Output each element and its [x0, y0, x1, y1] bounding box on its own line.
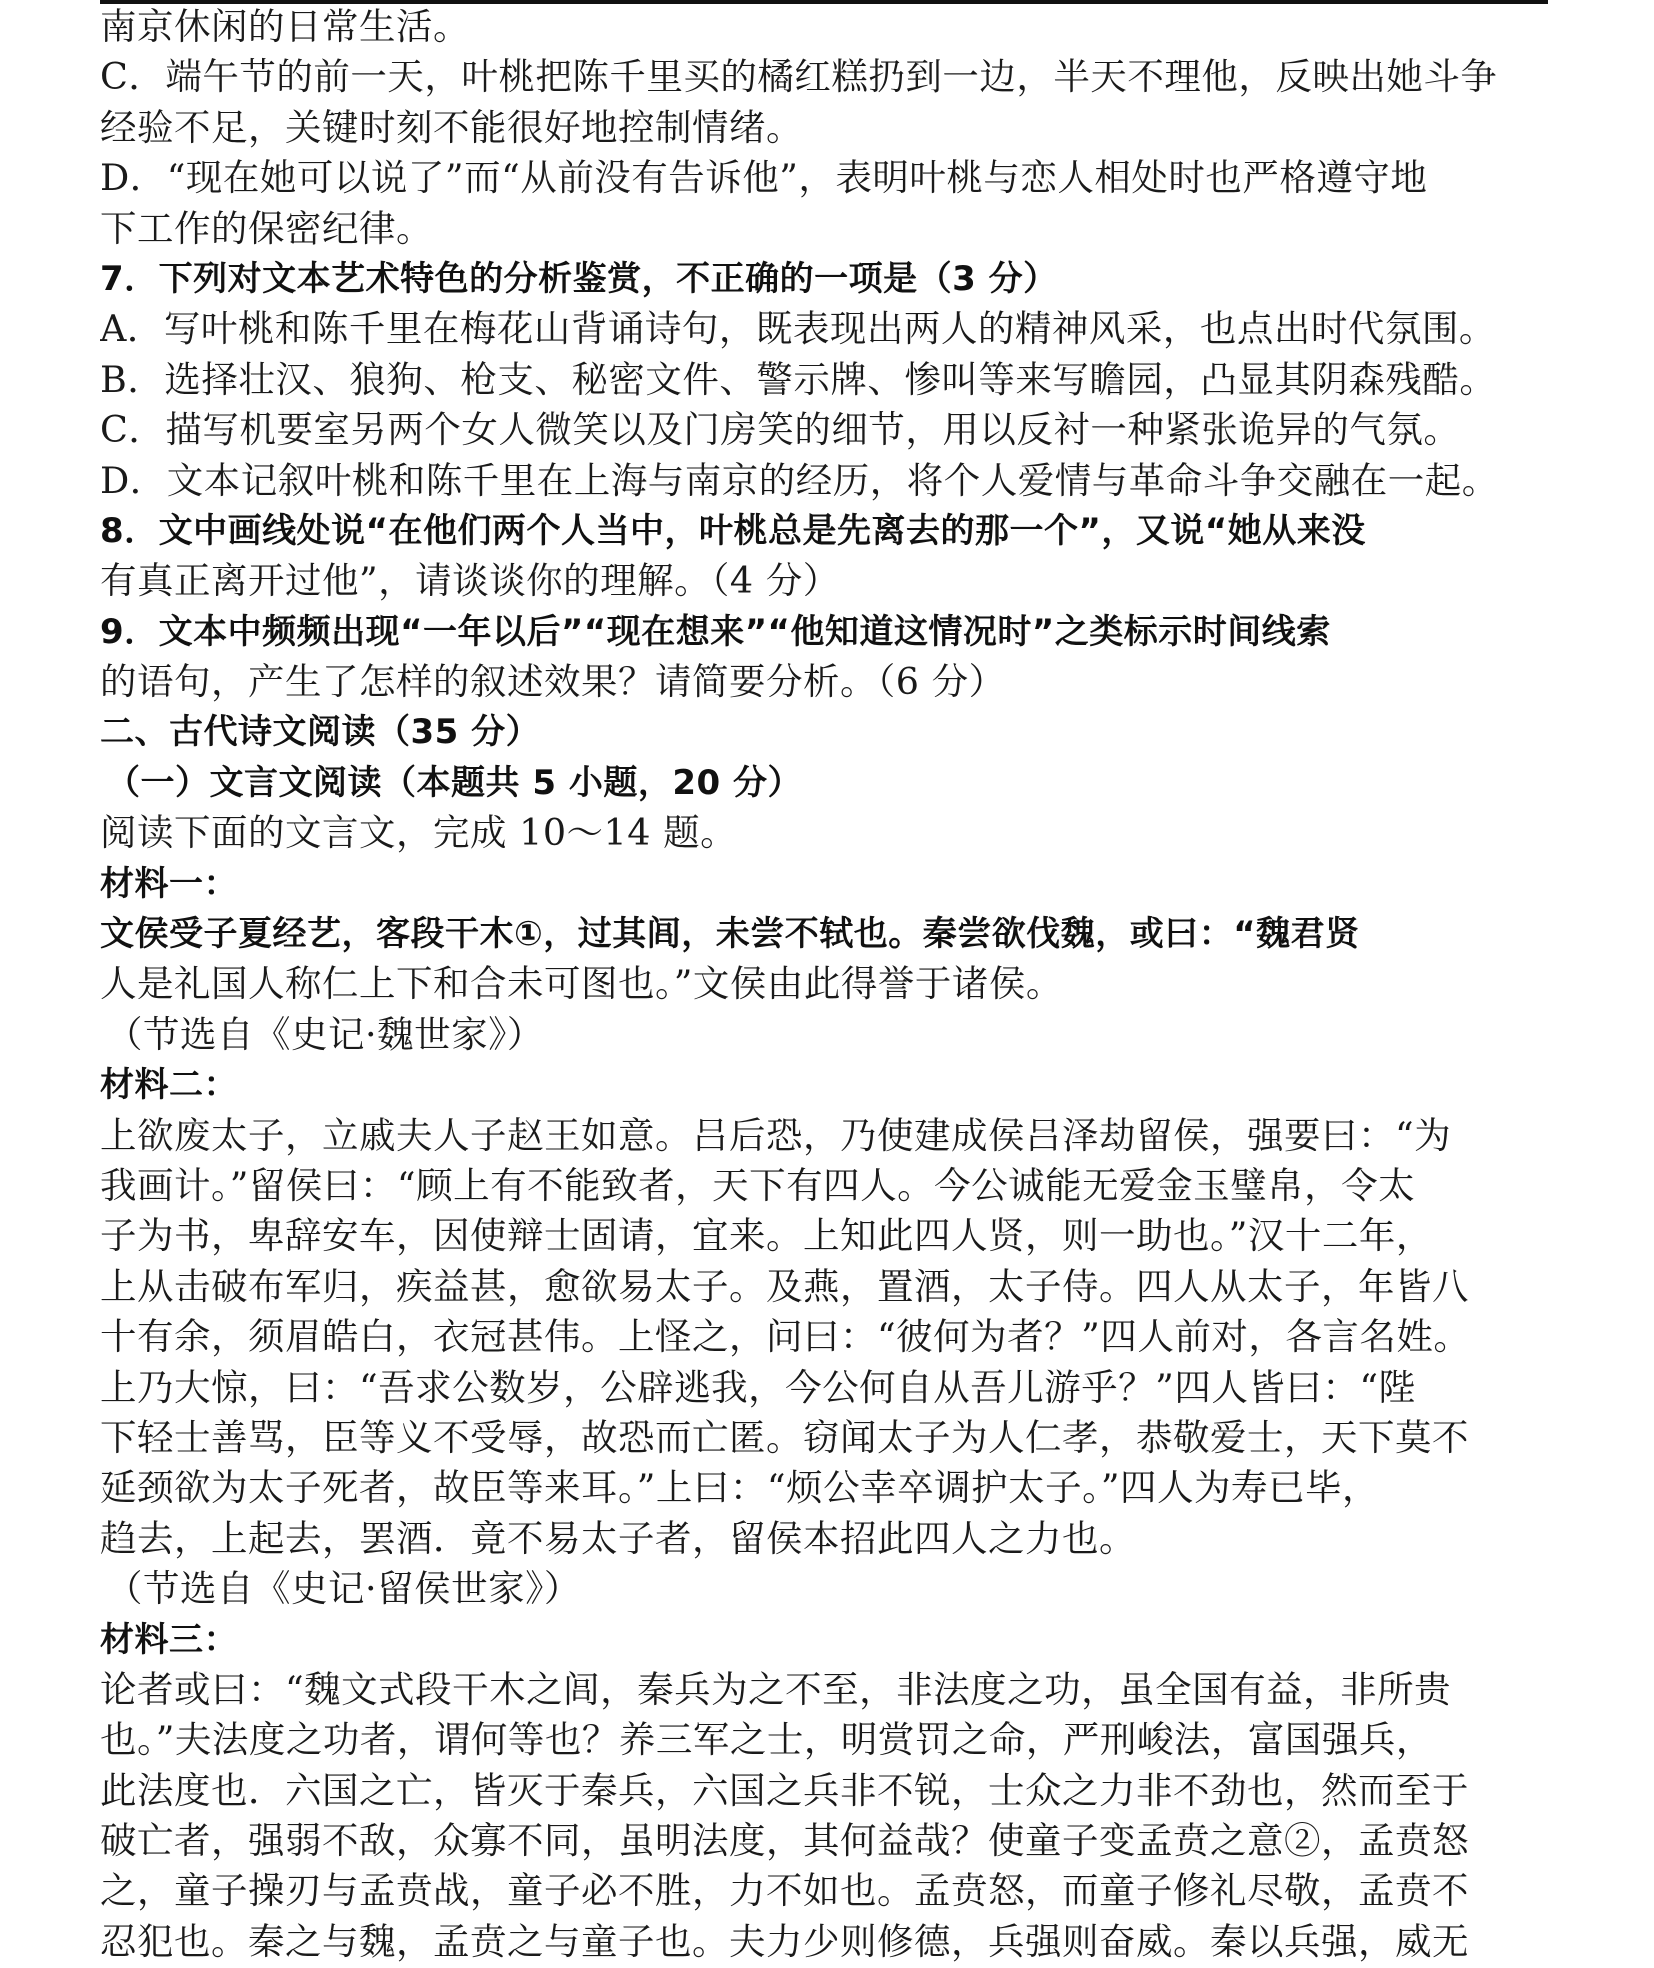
text-line: 延颈欲为太子死者，故臣等来耳。”上曰：“烦公幸卒调护太子。”四人为寿已毕，	[100, 1466, 1379, 1510]
text-line: 论者或曰：“魏文式段干木之闾，秦兵为之不至，非法度之功，虽全国有益，非所贵	[100, 1667, 1452, 1711]
text-line: 子为书，卑辞安车，因使辩士固请，宜来。上知此四人贤，则一助也。”汉十二年，	[100, 1214, 1433, 1258]
text-line: 人是礼国人称仁上下和合未可图也。”文侯由此得誉于诸侯。	[100, 962, 1063, 1006]
heading-line: 8．文中画线处说“在他们两个人当中，叶桃总是先离去的那一个”，又说“她从来没	[100, 510, 1366, 551]
heading-line: 二、古代诗文阅读（35 分）	[100, 712, 541, 753]
text-line: D．文本记叙叶桃和陈千里在上海与南京的经历，将个人爱情与革命斗争交融在一起。	[100, 458, 1499, 502]
text-line: 破亡者，强弱不敌，众寡不同，虽明法度，其何益哉？使童子变孟贲之意②，孟贲怒	[100, 1819, 1469, 1863]
heading-line: （一）文言文阅读（本题共 5 小题，20 分）	[106, 762, 802, 803]
text-line: 趋去，上起去，罢酒．竟不易太子者，留侯本招此四人之力也。	[100, 1516, 1136, 1560]
text-line: B．选择壮汉、狼狗、枪支、秘密文件、警示牌、惨叫等来写瞻园，凸显其阴森残酷。	[100, 357, 1497, 401]
text-line: 南京休闲的日常生活。	[100, 5, 470, 48]
heading-line: 文侯受子夏经艺，客段干木①，过其闾，未尝不轼也。秦尝欲伐魏，或曰：“魏君贤	[100, 914, 1360, 955]
heading-line: 7．下列对文本艺术特色的分析鉴赏，不正确的一项是（3 分）	[100, 258, 1058, 299]
heading-line: 材料一：	[100, 863, 238, 904]
text-line: 下轻士善骂，臣等义不受辱，故恐而亡匿。窃闻太子为人仁孝，恭敬爱士，天下莫不	[100, 1415, 1469, 1459]
heading-line: 材料二：	[100, 1065, 238, 1106]
heading-line: 9．文本中频频出现“一年以后”“现在想来”“他知道这情况时”之类标示时间线索	[100, 611, 1331, 652]
text-line: 上欲废太子，立戚夫人子赵王如意。吕后恐，乃使建成侯吕泽劫留侯，强要曰：“为	[100, 1113, 1452, 1157]
text-line: （节选自《史记·魏世家》）	[106, 1012, 544, 1056]
text-line: 忍犯也。秦之与魏，孟贲之与童子也。夫力少则修德，兵强则奋威。秦以兵强，威无	[100, 1919, 1469, 1963]
text-line: 的语句，产生了怎样的叙述效果？请简要分析。（6 分）	[100, 660, 1006, 704]
text-line: C．描写机要室另两个女人微笑以及门房笑的细节，用以反衬一种紧张诡异的气氛。	[100, 408, 1461, 452]
text-line: 经验不足，关键时刻不能很好地控制情绪。	[100, 105, 803, 149]
text-line: 也。”夫法度之功者，谓何等也？养三军之士，明赏罚之命，严刑峻法，富国强兵，	[100, 1718, 1433, 1762]
text-line: 上乃大惊，曰：“吾求公数岁，公辟逃我，今公何自从吾儿游乎？”四人皆曰：“陛	[100, 1365, 1416, 1409]
text-line: 上从击破布军归，疾益甚，愈欲易太子。及燕，置酒，太子侍。四人从太子，年皆八	[100, 1264, 1469, 1308]
text-line: D．“现在她可以说了”而“从前没有告诉他”，表明叶桃与恋人相处时也严格遵守地	[100, 156, 1428, 200]
document-page	[100, 2, 1548, 1967]
text-line: 下工作的保密纪律。	[100, 206, 433, 250]
text-line: C．端午节的前一天，叶桃把陈千里买的橘红糕扔到一边，半天不理他，反映出她斗争	[100, 55, 1498, 99]
text-line: 此法度也．六国之亡，皆灭于秦兵，六国之兵非不锐，士众之力非不劲也，然而至于	[100, 1768, 1469, 1812]
text-line: 之，童子操刃与孟贲战，童子必不胜，力不如也。孟贲怒，而童子修礼尽敬，孟贲不	[100, 1869, 1469, 1913]
text-line: 我画计。”留侯曰：“顾上有不能致者，天下有四人。今公诚能无爱金玉璧帛，令太	[100, 1163, 1416, 1207]
heading-line: 材料三：	[100, 1619, 238, 1660]
text-line: （节选自《史记·留侯世家》）	[106, 1567, 581, 1611]
text-line: 阅读下面的文言文，完成 10～14 题。	[100, 811, 738, 855]
text-line: A．写叶桃和陈千里在梅花山背诵诗句，既表现出两人的精神风采，也点出时代氛围。	[100, 307, 1496, 351]
text-line: 有真正离开过他”，请谈谈你的理解。（4 分）	[100, 559, 840, 603]
text-line: 十有余，须眉皓白，衣冠甚伟。上怪之，问曰：“彼何为者？”四人前对，各言名姓。	[100, 1315, 1471, 1359]
